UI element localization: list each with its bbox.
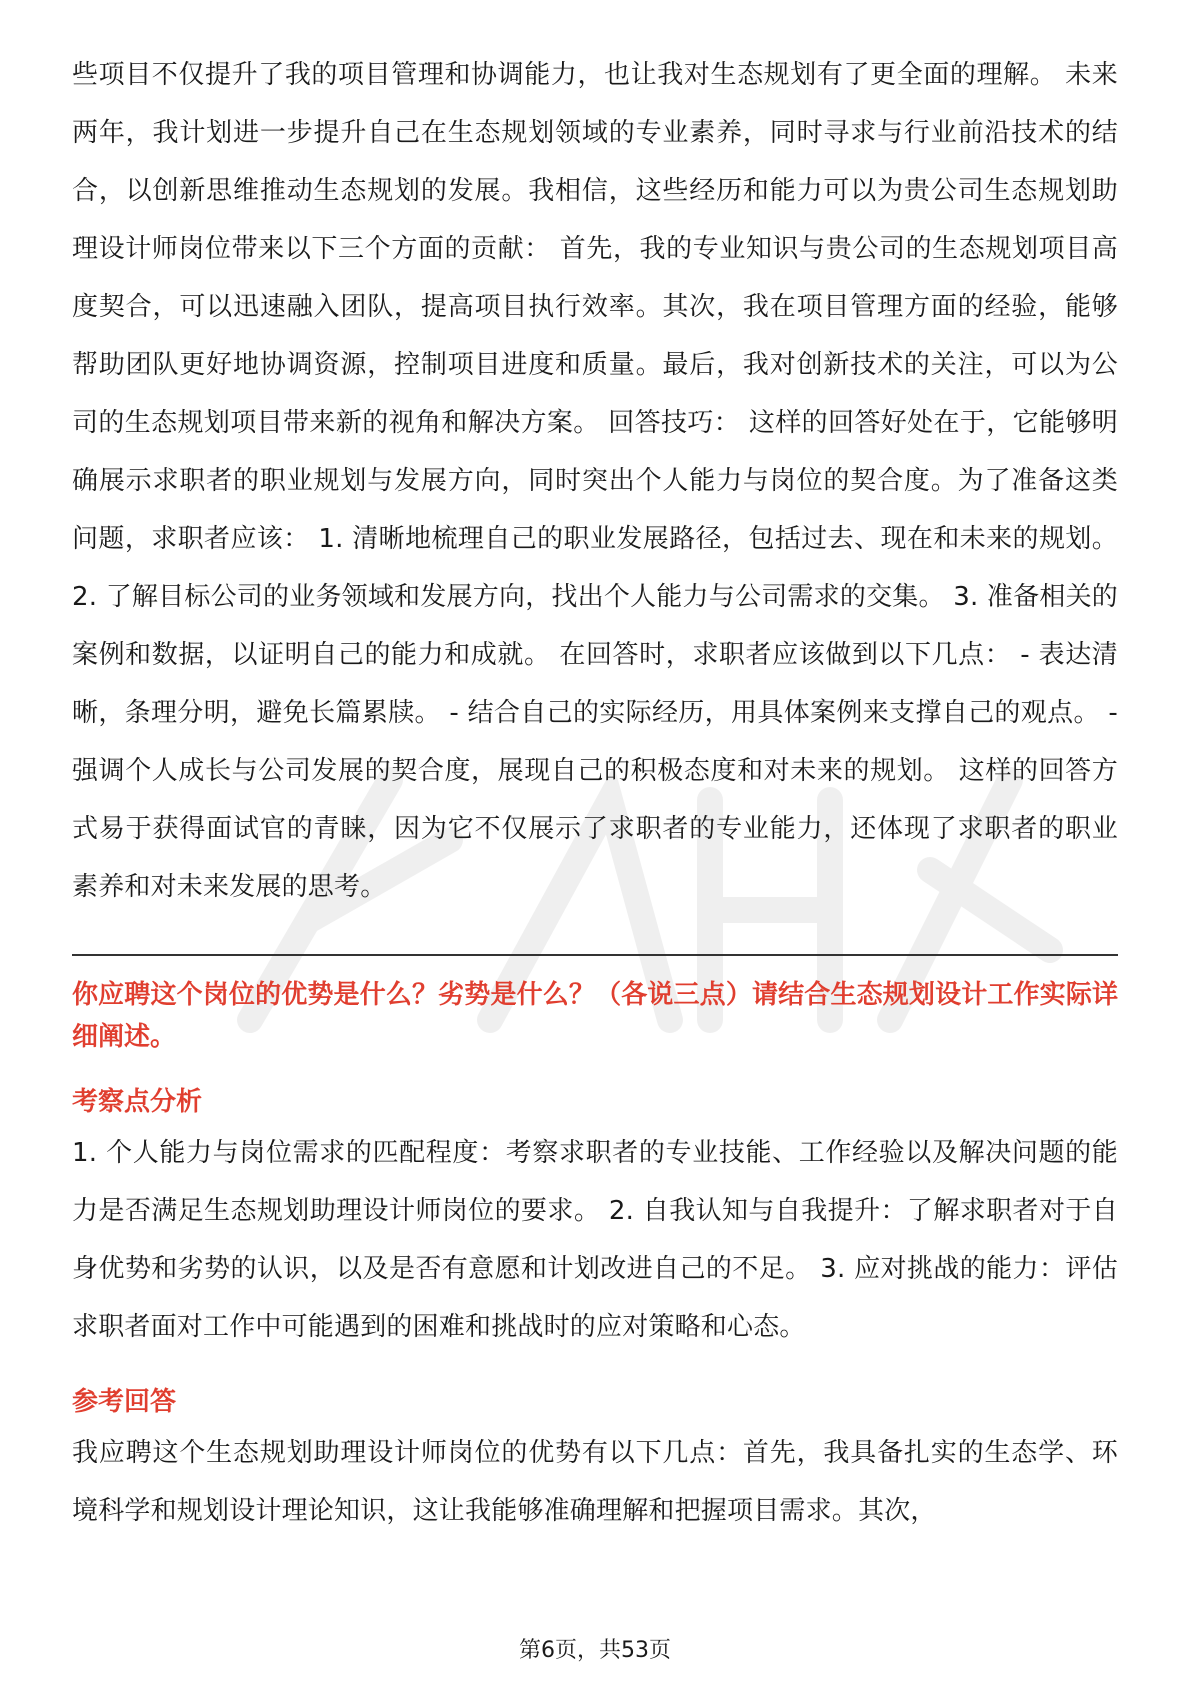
answer-heading: 参考回答 (72, 1387, 177, 1417)
answer-text: 我应聘这个生态规划助理设计师岗位的优势有以下几点：首先，我具备扎实的生态学、环境科学和规划设计理论知识，这让我能够准确理解和把握项目需求。其次， (72, 1438, 1118, 1526)
intro-paragraph: 些项目不仅提升了我的项目管理和协调能力，也让我对生态规划有了更全面的理解。 未来两年，我计划进一步提升自己在生态规划领域的专业素养，同时寻求与行业前沿技术的结合，以创新思维推动生态规划的发展。我相信，这些经历和能力可以为贵公司生态规划助理设计师岗位带来以下三个方面的贡献： 首先，我的专业知识与贵公司的生态规划项目高度契合，可以迅速融入团队，提高项目执行效率。其次，我在项目管理方面的经验，能够帮助团队更好地协调资源，控制项目进度和质量。最后，我对创新技术的关注，可以为公司的生态规划项目带来新的视角和解决方案。 回答技巧： 这样的回答好处在于，它能够明确展示求职者的职业规划与发展方向，同时突出个人能力与岗位的契合度。为了准备这类问题，求职者应该： 1. 清晰地梳理自己的职业发展路径，包括过去、现在和未来的规划。 2. 了解目标公司的业务领域和发展方向，找出个人能力与公司需求的交集。 3. 准备相关的案例和数据，以证明自己的能力和成就。 在回答时，求职者应该做到以下几点： - 表达清晰，条理分明，避免长篇累牍。 - 结合自己的实际经历，用具体案例来支撑自己的观点。 - 强调个人成长与公司发展的契合度，展现自己的积极态度和对未来的规划。 这样的回答方式易于获得面试官的青睐，因为它不仅展示了求职者的专业能力，还体现了求职者的职业素养和对未来发展的思考。 (72, 60, 1118, 902)
interview-question: 你应聘这个岗位的优势是什么？劣势是什么？（各说三点）请结合生态规划设计工作实际详细阐述。 (72, 980, 1118, 1052)
page-content (72, 46, 1118, 1540)
analysis-text: 1. 个人能力与岗位需求的匹配程度：考察求职者的专业技能、工作经验以及解决问题的能力是否满足生态规划助理设计师岗位的要求。 2. 自我认知与自我提升：了解求职者对于自身优势和劣势的认识，以及是否有意愿和计划改进自己的不足。 3. 应对挑战的能力：评估求职者面对工作中可能遇到的困难和挑战时的应对策略和心态。 (72, 1138, 1118, 1342)
page-number-footer: 第6页，共53页 (519, 1638, 671, 1663)
section-divider (72, 954, 1118, 956)
analysis-heading: 考察点分析 (72, 1087, 203, 1117)
